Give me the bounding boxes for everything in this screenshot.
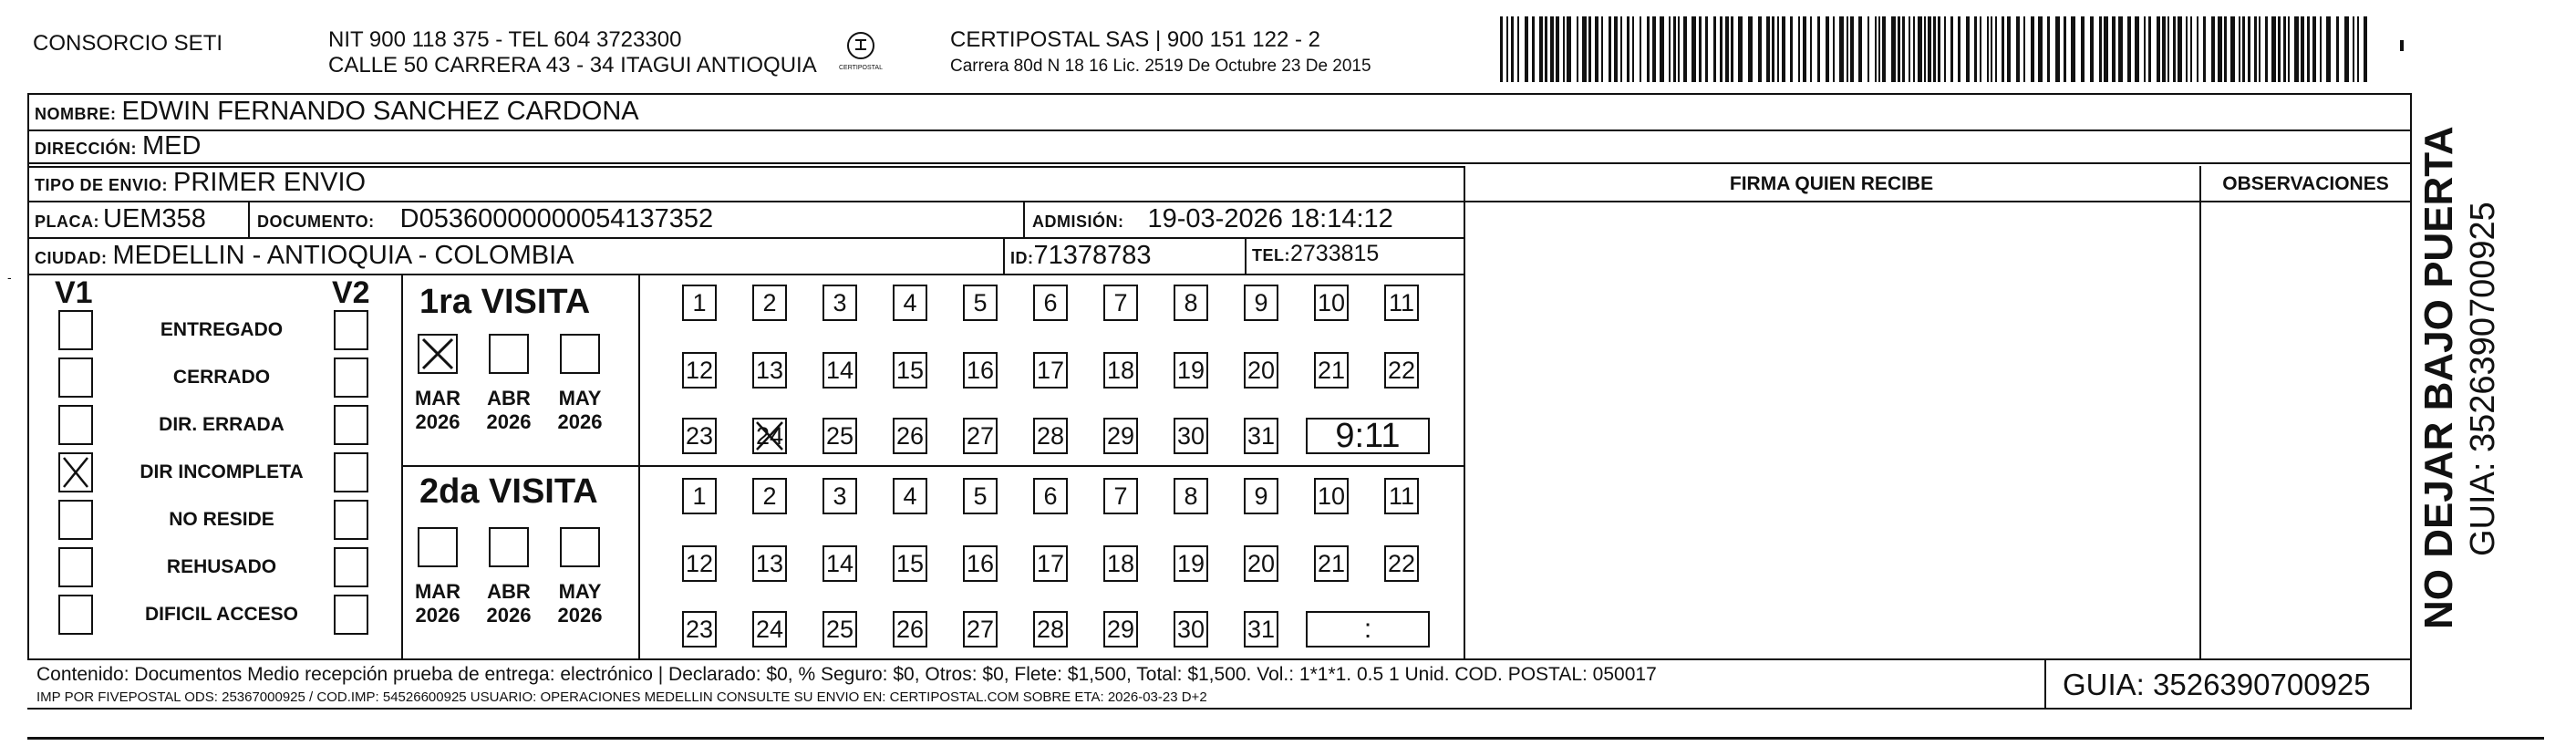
visit2-day-box[interactable]: 10	[1314, 478, 1349, 514]
v2-checkbox[interactable]	[334, 452, 368, 492]
footer-guia: GUIA: 3526390700925	[2063, 668, 2371, 701]
barcode-bar	[2197, 16, 2198, 82]
barcode-bar	[1995, 16, 1997, 82]
visit2-day-box[interactable]: 26	[893, 611, 927, 648]
visit1-day-box[interactable]: 7	[1103, 285, 1138, 321]
placa-row	[35, 204, 206, 234]
v2-checkbox[interactable]	[334, 310, 368, 350]
barcode-bar	[1506, 16, 1508, 82]
visit1-day-box[interactable]: 4	[893, 285, 927, 321]
barcode-bar	[1582, 16, 1587, 82]
barcode-bar	[1898, 16, 1900, 82]
license-line: Carrera 80d N 18 16 Lic. 2519 De Octubre 23 De 2015	[950, 57, 1371, 76]
direccion-value: MED	[142, 131, 202, 161]
barcode-bar	[2023, 16, 2025, 82]
barcode-bar	[1647, 16, 1650, 82]
barcode-bar	[2118, 16, 2123, 82]
placa-label: PLACA:	[35, 212, 99, 231]
visit2-title: 2da VISITA	[419, 472, 598, 511]
placa-value: UEM358	[103, 204, 206, 233]
visit2-day-box[interactable]: 28	[1033, 611, 1068, 648]
barcode-bar	[2162, 16, 2166, 82]
barcode-bar	[1545, 16, 1547, 82]
v1-checkbox[interactable]	[58, 310, 93, 350]
visit1-day-box[interactable]: 5	[963, 285, 998, 321]
barcode-bar	[2148, 16, 2151, 82]
barcode-bar	[1833, 16, 1835, 82]
barcode-bar	[1766, 16, 1770, 82]
barcode-bar	[1950, 16, 1953, 82]
barcode-bar	[1632, 16, 1634, 82]
barcode-bar	[1850, 16, 1854, 82]
barcode-bar	[2055, 16, 2060, 82]
visit2-month-label	[548, 580, 612, 627]
barcode-bar	[2167, 16, 2169, 82]
status-option-label: DIR INCOMPLETA	[140, 461, 304, 482]
visit2-day-box[interactable]: 24	[752, 611, 787, 648]
barcode-bar	[1810, 16, 1812, 82]
visit1-day-box[interactable]: 15	[893, 352, 927, 389]
barcode-bar	[1511, 16, 1514, 82]
visit1-day-box[interactable]: 1	[682, 285, 717, 321]
visit2-day-box[interactable]: 11	[1384, 478, 1419, 514]
visit2-month-label	[477, 580, 541, 627]
barcode-bar	[2265, 16, 2268, 82]
barcode-bar	[1500, 16, 1503, 82]
barcode-bar	[2112, 16, 2116, 82]
direccion-row	[35, 131, 201, 161]
visit2-day-box[interactable]: 22	[1384, 545, 1419, 582]
barcode-bar	[2178, 16, 2182, 82]
barcode-bar	[1713, 16, 1716, 82]
v1-checkbox[interactable]	[58, 547, 93, 587]
tel-row	[1252, 241, 1379, 267]
barcode-bar	[1748, 16, 1753, 82]
visit1-day-box[interactable]: 23	[682, 418, 717, 454]
ciudad-value: MEDELLIN - ANTIOQUIA - COLOMBIA	[112, 241, 574, 270]
barcode-bar	[2071, 16, 2075, 82]
barcode-bar	[2239, 16, 2240, 82]
barcode-bar	[1966, 16, 1970, 82]
v2-checkbox[interactable]	[334, 405, 368, 445]
barcode-bar	[1958, 16, 1960, 82]
documento-label: DOCUMENTO:	[257, 212, 375, 231]
admision-row	[1032, 204, 1393, 234]
barcode-bar	[2002, 16, 2004, 82]
footer-contents: Contenido: Documentos Medio recepción prueba de entrega: electrónico | Declarado: $0, % Seguro: $0, Otros: $0, Flete: $1,500, Total: $1,500. Vol.: 1*1*1. 0.5 1 Unid. COD. POSTAL: 050017	[36, 664, 1657, 685]
visit1-day-box[interactable]: 8	[1174, 285, 1208, 321]
barcode-bar	[1867, 16, 1869, 82]
barcode-bar	[1980, 16, 1981, 82]
barcode-bar	[1556, 16, 1559, 82]
tipo-envio-label: TIPO DE ENVIO:	[35, 176, 169, 194]
barcode-bar	[1882, 16, 1886, 82]
barcode-bar	[1588, 16, 1591, 82]
barcode-bar	[1847, 16, 1848, 82]
visit1-day-box[interactable]: 17	[1033, 352, 1068, 389]
nombre-value: EDWIN FERNANDO SANCHEZ CARDONA	[121, 97, 639, 126]
tipo-envio-row	[35, 168, 366, 198]
nombre-row	[35, 97, 639, 127]
barcode-bar	[1918, 16, 1922, 82]
barcode-bar	[1532, 16, 1535, 82]
month-year: 2026	[415, 410, 460, 433]
barcode-bar	[2211, 16, 2215, 82]
barcode-bar	[2344, 16, 2349, 82]
side-guia: GUIA: 3526390700925	[2464, 202, 2502, 556]
barcode-bar	[1601, 16, 1603, 82]
barcode-bar	[1738, 16, 1743, 82]
company-line: CERTIPOSTAL SAS | 900 151 122 - 2	[950, 27, 1320, 52]
barcode-bar	[1567, 16, 1571, 82]
visit2-month-checkbox[interactable]	[489, 527, 529, 567]
barcode-bar	[2230, 16, 2235, 82]
barcode-bar	[2278, 16, 2281, 82]
tel-value: 2733815	[1290, 241, 1380, 266]
barcode-bar	[2353, 16, 2354, 82]
barcode-bar	[2064, 16, 2066, 82]
status-option-label: ENTREGADO	[160, 319, 284, 340]
visit2-day-box[interactable]: 17	[1033, 545, 1068, 582]
visit1-day-box[interactable]: 25	[822, 418, 857, 454]
barcode-bar	[2271, 16, 2276, 82]
barcode-bar	[1944, 16, 1946, 82]
observaciones-label: OBSERVACIONES	[2222, 173, 2389, 194]
barcode-bar	[1798, 16, 1800, 82]
visit2-day-box[interactable]: 21	[1314, 545, 1349, 582]
barcode-bar	[1640, 16, 1641, 82]
month-year: 2026	[486, 410, 532, 433]
month-name: MAY	[558, 580, 602, 603]
barcode-bar	[2218, 16, 2222, 82]
barcode-bar	[2144, 16, 2146, 82]
barcode-bar	[1777, 16, 1779, 82]
visit1-day-box[interactable]: 22	[1384, 352, 1419, 389]
barcode-bar	[1673, 16, 1676, 82]
visit1-month-checkbox[interactable]	[489, 334, 529, 374]
v1-checkbox[interactable]	[58, 405, 93, 445]
barcode-bar	[1517, 16, 1519, 82]
barcode-bar	[2336, 16, 2339, 82]
barcode-bar	[2157, 16, 2160, 82]
v2-checkbox[interactable]	[334, 500, 368, 540]
barcode-bar	[1660, 16, 1664, 82]
visit1-day-box[interactable]: 6	[1033, 285, 1068, 321]
barcode-bar	[1803, 16, 1806, 82]
month-name: MAR	[414, 580, 461, 603]
barcode-bar	[1826, 16, 1829, 82]
barcode	[1500, 16, 2371, 82]
visit1-day-box[interactable]: 9	[1244, 285, 1278, 321]
month-name: MAY	[558, 387, 602, 409]
v2-checkbox[interactable]	[334, 357, 368, 398]
barcode-bar	[1705, 16, 1708, 82]
visit1-day-box[interactable]: 30	[1174, 418, 1208, 454]
barcode-bar	[1609, 16, 1611, 82]
barcode-bar	[1595, 16, 1598, 82]
visit1-time-box[interactable]: 9:11	[1306, 418, 1430, 454]
barcode-bar	[2186, 16, 2188, 82]
v1-label: V1	[55, 275, 93, 310]
barcode-bar	[1991, 16, 1992, 82]
barcode-bar	[1550, 16, 1554, 82]
month-name: ABR	[487, 580, 531, 603]
barcode-bar	[2081, 16, 2085, 82]
status-option-label: REHUSADO	[166, 556, 277, 577]
barcode-bar	[2254, 16, 2257, 82]
barcode-bar	[1974, 16, 1977, 82]
barcode-bar	[1669, 16, 1671, 82]
visit1-day-box[interactable]: 11	[1384, 285, 1419, 321]
barcode-bar	[1678, 16, 1680, 82]
barcode-bar	[1525, 16, 1528, 82]
visit2-day-box[interactable]: 7	[1103, 478, 1138, 514]
visit1-day-box[interactable]: 28	[1033, 418, 1068, 454]
documento-row	[257, 204, 713, 234]
visit2-day-box[interactable]: 14	[822, 545, 857, 582]
barcode-bar	[2288, 16, 2290, 82]
barcode-bar	[2294, 16, 2299, 82]
status-option-label: DIFICIL ACCESO	[144, 604, 298, 625]
barcode-bar	[2104, 16, 2108, 82]
documento-value: D05360000000054137352	[399, 204, 714, 233]
visit2-day-box[interactable]: 13	[752, 545, 787, 582]
barcode-bar	[2242, 16, 2245, 82]
barcode-bar	[2031, 16, 2034, 82]
visit1-day-box[interactable]: 31	[1244, 418, 1278, 454]
margin-mark: -	[7, 270, 12, 285]
visit2-day-box[interactable]: 15	[893, 545, 927, 582]
barcode-bar	[1913, 16, 1915, 82]
barcode-bar	[1627, 16, 1629, 82]
month-name: ABR	[487, 387, 531, 409]
visit2-day-box[interactable]: 8	[1174, 478, 1208, 514]
visit1-day-box[interactable]: 29	[1103, 418, 1138, 454]
id-value: 71378783	[1033, 241, 1152, 270]
barcode-bar	[2224, 16, 2227, 82]
barcode-bar	[1782, 16, 1785, 82]
visit1-title: 1ra VISITA	[419, 283, 591, 321]
v2-label: V2	[332, 275, 370, 310]
barcode-bar	[1725, 16, 1729, 82]
barcode-bar	[2047, 16, 2050, 82]
month-year: 2026	[557, 604, 603, 627]
visit1-day-box[interactable]: 14	[822, 352, 857, 389]
firma-label: FIRMA QUIEN RECIBE	[1729, 173, 1934, 194]
barcode-bar	[1817, 16, 1820, 82]
barcode-bar	[1563, 16, 1565, 82]
visit1-day-box[interactable]: 12	[682, 352, 717, 389]
barcode-bar	[2127, 16, 2131, 82]
visit2-day-box[interactable]: 6	[1033, 478, 1068, 514]
visit1-month-checkbox[interactable]	[560, 334, 600, 374]
visit2-day-box[interactable]: 23	[682, 611, 717, 648]
barcode-bar	[1683, 16, 1687, 82]
barcode-bar	[1878, 16, 1880, 82]
barcode-bar	[2326, 16, 2331, 82]
visit2-month-checkbox[interactable]	[560, 527, 600, 567]
visit2-day-box[interactable]: 18	[1103, 545, 1138, 582]
month-year: 2026	[415, 604, 460, 627]
visit1-day-box[interactable]: 3	[822, 285, 857, 321]
visit1-day-box[interactable]: 21	[1314, 352, 1349, 389]
barcode-bar	[1987, 16, 1989, 82]
barcode-bar	[2016, 16, 2020, 82]
barcode-bar	[2364, 16, 2367, 82]
v1-checkbox[interactable]	[58, 500, 93, 540]
visit2-day-box[interactable]: 4	[893, 478, 927, 514]
barcode-bar	[1928, 16, 1931, 82]
barcode-bar	[2320, 16, 2322, 82]
barcode-bar	[2099, 16, 2102, 82]
consortium-name: CONSORCIO SETI	[33, 31, 223, 56]
barcode-bar	[1652, 16, 1656, 82]
visit2-day-box[interactable]: 2	[752, 478, 787, 514]
visit1-month-label	[406, 387, 470, 434]
v2-checkbox[interactable]	[334, 595, 368, 635]
id-label: ID:	[1010, 249, 1034, 267]
visit2-day-box[interactable]: 29	[1103, 611, 1138, 648]
v1-checkbox[interactable]	[58, 595, 93, 635]
status-option-label: NO RESIDE	[169, 509, 274, 530]
tick-mark	[2400, 40, 2404, 51]
barcode-bar	[1720, 16, 1723, 82]
visit2-day-box[interactable]: 5	[963, 478, 998, 514]
barcode-bar	[2259, 16, 2260, 82]
admision-value: 19-03-2026 18:14:12	[1147, 204, 1393, 233]
v1-checkbox[interactable]	[58, 357, 93, 398]
barcode-bar	[1839, 16, 1844, 82]
barcode-bar	[1891, 16, 1896, 82]
barcode-bar	[2190, 16, 2192, 82]
visit1-day-box[interactable]: 19	[1174, 352, 1208, 389]
barcode-bar	[1875, 16, 1877, 82]
visit1-day-box[interactable]: 27	[963, 418, 998, 454]
month-year: 2026	[486, 604, 532, 627]
status-option-label: DIR. ERRADA	[159, 414, 284, 435]
visit1-month-label	[477, 387, 541, 434]
v2-checkbox[interactable]	[334, 547, 368, 587]
visit2-day-box[interactable]: 25	[822, 611, 857, 648]
visit2-day-box[interactable]: 12	[682, 545, 717, 582]
visit2-day-box[interactable]: 9	[1244, 478, 1278, 514]
ciudad-row	[35, 241, 574, 271]
tipo-envio-value: PRIMER ENVIO	[173, 168, 367, 197]
barcode-bar	[2090, 16, 2094, 82]
status-option-label: CERRADO	[172, 367, 271, 388]
barcode-bar	[1933, 16, 1936, 82]
barcode-bar	[2301, 16, 2304, 82]
nit-line: NIT 900 118 375 - TEL 604 3723300	[328, 27, 682, 52]
barcode-bar	[1577, 16, 1578, 82]
no-dejar-bajo-puerta: NO DEJAR BAJO PUERTA	[2416, 126, 2461, 629]
visit1-day-box[interactable]: 26	[893, 418, 927, 454]
admision-label: ADMISIÓN:	[1032, 212, 1124, 231]
barcode-bar	[2357, 16, 2359, 82]
visit2-day-box[interactable]: 1	[682, 478, 717, 514]
barcode-bar	[1691, 16, 1696, 82]
direccion-label: DIRECCIÓN:	[35, 140, 137, 158]
barcode-bar	[2203, 16, 2206, 82]
barcode-bar	[1924, 16, 1926, 82]
visit1-day-box[interactable]: 10	[1314, 285, 1349, 321]
visit2-month-checkbox[interactable]	[418, 527, 458, 567]
visit1-day-box[interactable]: 20	[1244, 352, 1278, 389]
month-name: MAR	[414, 387, 461, 409]
barcode-bar	[1699, 16, 1702, 82]
visit2-day-box[interactable]: 31	[1244, 611, 1278, 648]
barcode-bar	[2248, 16, 2250, 82]
barcode-bar	[1772, 16, 1774, 82]
certipostal-logo	[837, 27, 885, 75]
visit1-day-box[interactable]: 16	[963, 352, 998, 389]
visit2-day-box[interactable]: 16	[963, 545, 998, 582]
visit2-day-box[interactable]: 27	[963, 611, 998, 648]
barcode-bar	[1790, 16, 1793, 82]
barcode-bar	[2007, 16, 2011, 82]
visit1-month-checkbox[interactable]	[418, 334, 458, 374]
visit2-month-label	[406, 580, 470, 627]
visit2-day-box[interactable]: 3	[822, 478, 857, 514]
barcode-bar	[1731, 16, 1733, 82]
id-row	[1010, 241, 1152, 271]
barcode-bar	[1909, 16, 1910, 82]
v1-checkbox[interactable]	[58, 452, 93, 492]
barcode-bar	[2135, 16, 2139, 82]
barcode-bar	[1614, 16, 1618, 82]
visit2-day-box[interactable]: 19	[1174, 545, 1208, 582]
nombre-label: NOMBRE:	[35, 105, 117, 123]
visit1-month-label	[548, 387, 612, 434]
month-year: 2026	[557, 410, 603, 433]
ciudad-label: CIUDAD:	[35, 249, 108, 267]
visit2-day-box[interactable]: 30	[1174, 611, 1208, 648]
address-line: CALLE 50 CARRERA 43 - 34 ITAGUI ANTIOQUIA	[328, 53, 817, 78]
visit2-time-box[interactable]: :	[1306, 611, 1430, 648]
logo-text: CERTIPOSTAL	[839, 65, 883, 71]
visit1-day-box[interactable]: 13	[752, 352, 787, 389]
visit2-day-box[interactable]: 20	[1244, 545, 1278, 582]
barcode-bar	[1858, 16, 1862, 82]
barcode-bar	[1938, 16, 1940, 82]
tel-label: TEL:	[1252, 246, 1290, 264]
barcode-bar	[2038, 16, 2043, 82]
bottom-edge	[27, 737, 2544, 740]
barcode-bar	[1902, 16, 1905, 82]
visit1-day-box[interactable]: 18	[1103, 352, 1138, 389]
visit1-day-box[interactable]: 24	[752, 418, 787, 454]
barcode-bar	[2173, 16, 2176, 82]
footer-imp-line: IMP POR FIVEPOSTAL ODS: 25367000925 / COD.IMP: 54526600925 USUARIO: OPERACIONES MEDELLIN CONSULTE SU ENVIO EN: CERTIPOSTAL.COM SOBRE ETA: 2026-03-23 D+2	[36, 689, 1207, 705]
barcode-bar	[1758, 16, 1762, 82]
barcode-bar	[2312, 16, 2316, 82]
barcode-bar	[1539, 16, 1543, 82]
barcode-bar	[2307, 16, 2310, 82]
barcode-bar	[1620, 16, 1622, 82]
visit1-day-box[interactable]: 2	[752, 285, 787, 321]
barcode-bar	[2283, 16, 2286, 82]
